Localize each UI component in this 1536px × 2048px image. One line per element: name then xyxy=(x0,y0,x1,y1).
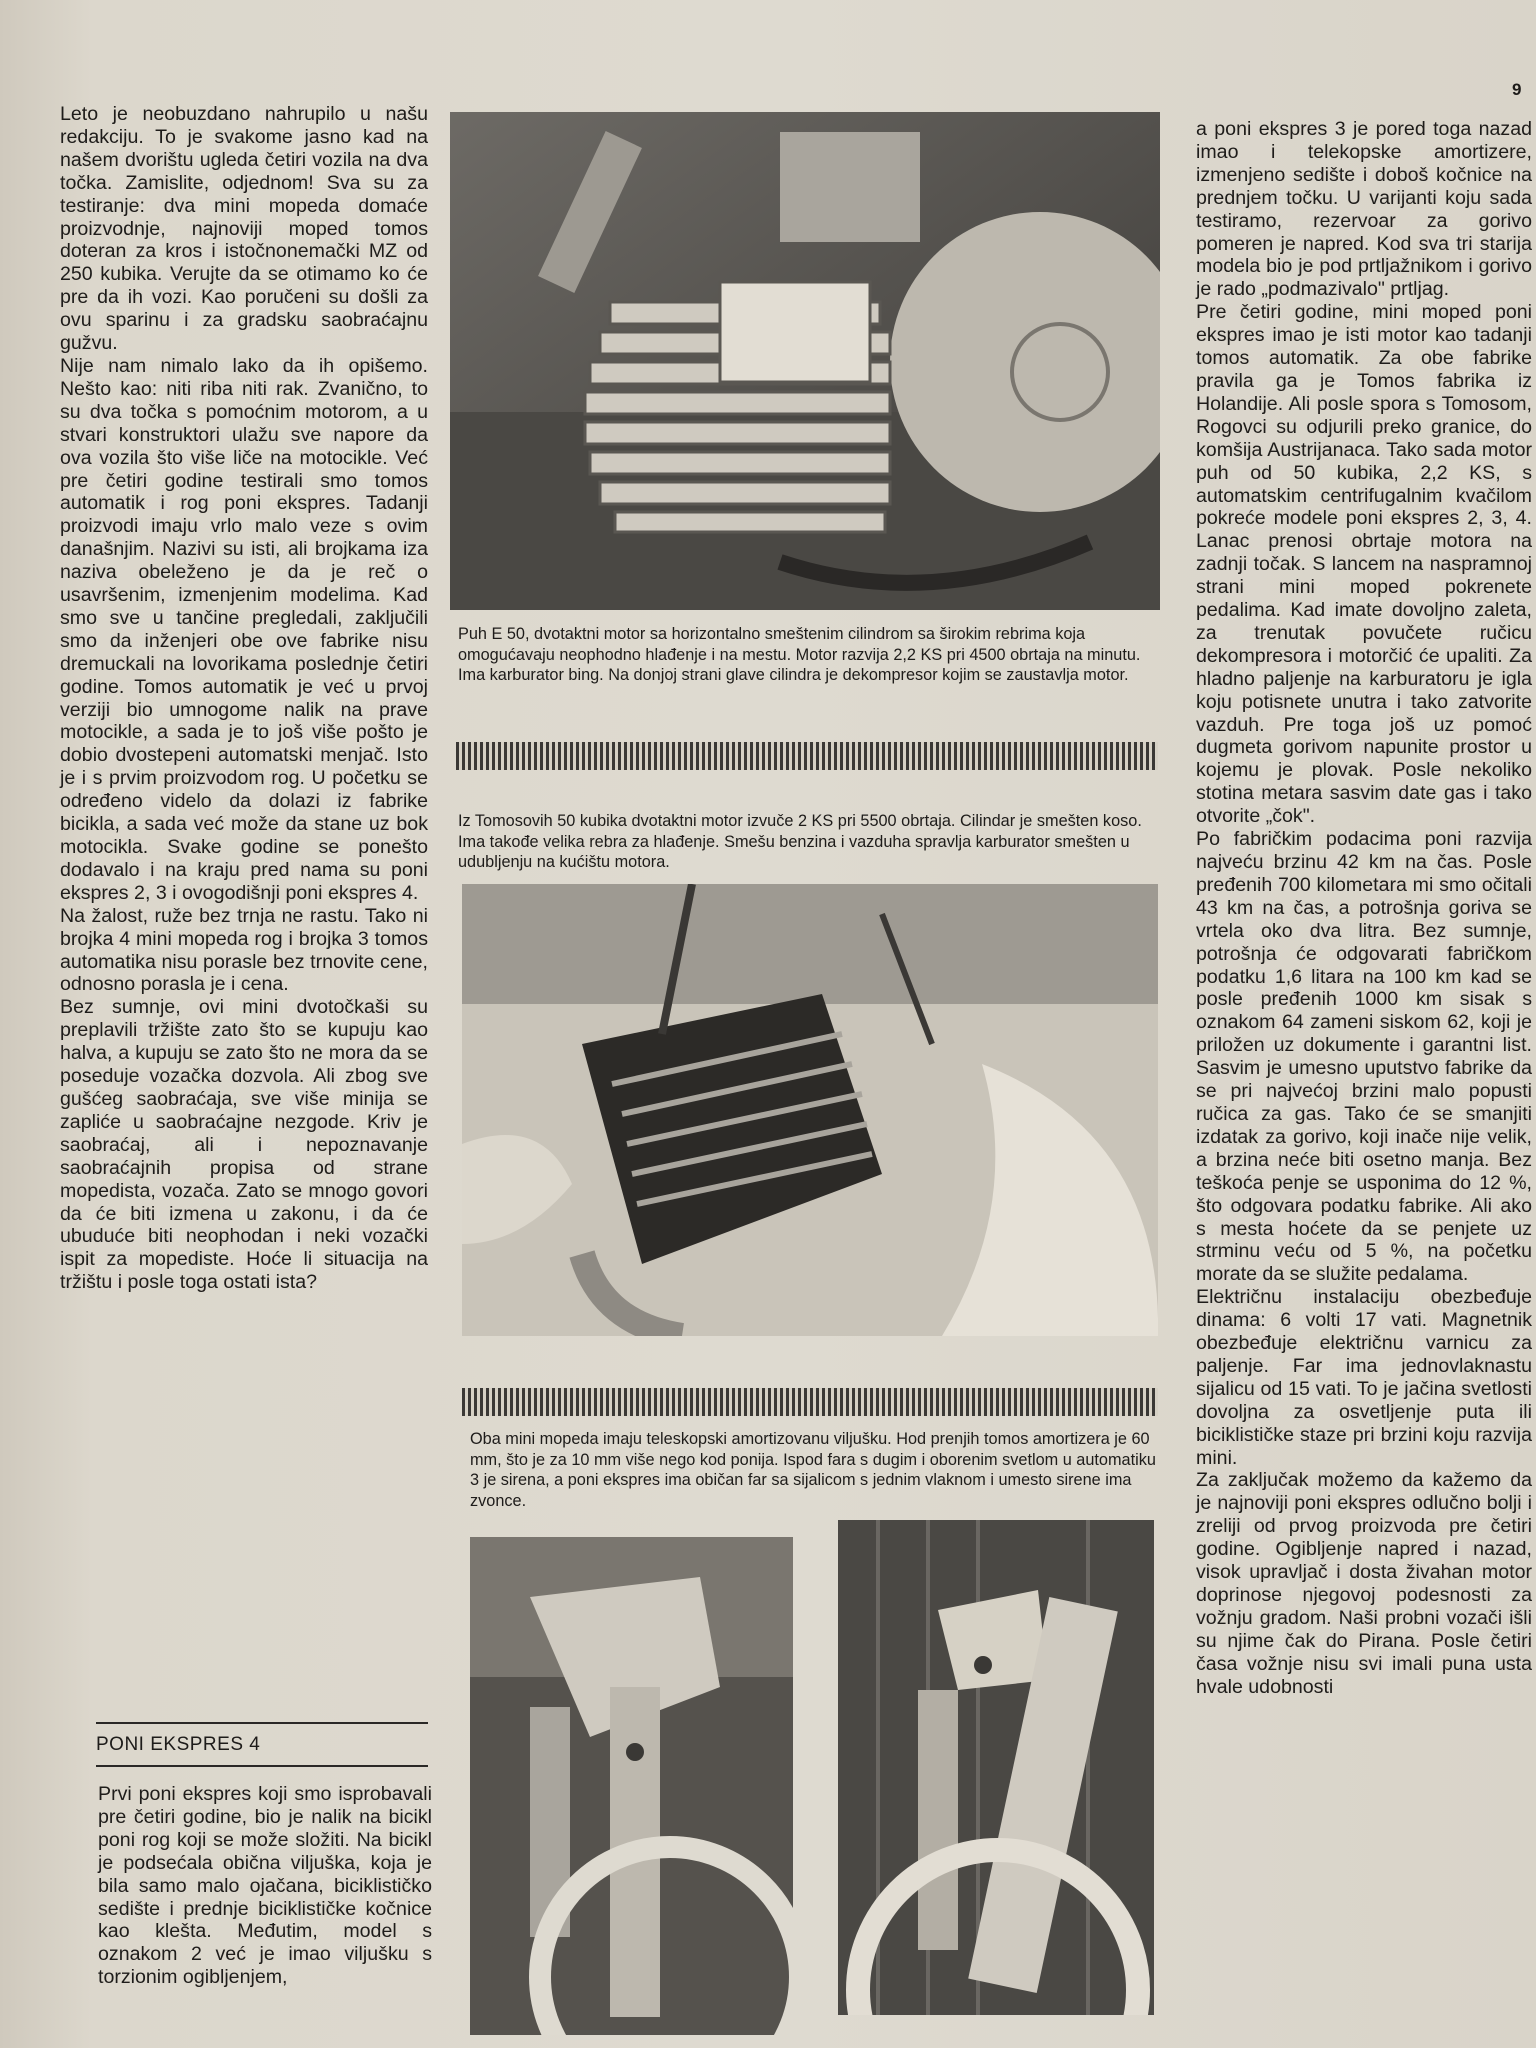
paragraph: Električnu instalaciju obezbeđuje dinama: 6 volti 17 vati. Magnetnik obezbeđuje električnu varnicu za paljenje. Far ima jednovlaknastu sijalicu od 15 vati. To je jačina svetlosti dovoljna za osvetljenje puta ili biciklističke staze pri brzini koju razvija mini. xyxy=(1196,1286,1532,1469)
photo-puh-engine xyxy=(450,112,1160,610)
paragraph: a poni ekspres 3 je pored toga nazad imao i telekopske amortizere, izmenjeno sedište i doboš kočnice na prednjem točku. U varijanti koju sada testiramo, rezervoar za gorivo pomeren je napred. Kod sva tri starija modela bio je pod prtljažnikom i gorivo je rado „podmazivalo" prtljag. xyxy=(1196,118,1532,301)
photo-tomos-engine xyxy=(462,884,1158,1336)
halftone-band xyxy=(456,742,1158,770)
photo-caption: Puh E 50, dvotaktni motor sa horizontalno smeštenim cilindrom sa širokim rebrima koja omogućavaju neophodno hlađenje i na mestu. Motor razvija 2,2 KS pri 4500 obrtaja na minutu. Ima karburator bing. Na donjoj strani glave cilindra je dekompresor kojim se zaustavlja motor. xyxy=(458,625,1141,684)
paragraph: Leto je neobuzdano nahrupilo u našu redakciju. To je svakome jasno kad na našem dvorištu ugleda četiri vozila na dva točka. Zamislite, odjednom! Sva su za testiranje: dva mini mopeda domaće proizvodnje, najnoviji moped tomos doteran za kros i istočnonemački MZ od 250 kubika. Verujte da se otimamo ko će pre da ih vozi. Kao poručeni su došli za ovu sparinu i za gradsku saobraćajnu gužvu. xyxy=(60,103,428,355)
article-right-column xyxy=(1196,118,1532,1699)
paragraph: Prvi poni ekspres koji smo isprobavali pre četiri godine, bio je nalik na bicikl poni rog koji se može složiti. Na bicikl je podsećala obična viljuška, koja je bila samo malo ojačana, biciklističko sedište i prednje biciklističke kočnice kao klešta. Međutim, model s oznakom 2 već je imao viljušku s torzionim ogibljenjem, xyxy=(98,1783,432,1989)
paragraph: Bez sumnje, ovi mini dvotočkaši su preplavili tržište zato što se kupuju kao halva, a kupuju se zato što ne mora da se poseduje vozačka dozvola. Ali zbog sve gušćeg saobraćaja, sve više minija se zapliće u saobraćajne nezgode. Kriv je saobraćaj, ali i nepoznavanje saobraćajnih propisa od strane mopedista, vozača. Zato se mnogo govori da će biti izmena u zakonu, i da će ubuduće biti neophodan i neki vozački ispit za mopediste. Hoće li situacija na tržištu i posle toga ostati ista? xyxy=(60,996,428,1294)
halftone-band xyxy=(462,1388,1158,1416)
photo-caption: Iz Tomosovih 50 kubika dvotaktni motor izvuče 2 KS pri 5500 obrtaja. Cilindar je smešten koso. Ima takođe velika rebra za hlađenje. Smešu benzina i vazduha spravlja karburator smešten u udubljenju na kućištu motora. xyxy=(458,812,1142,871)
article-left-column xyxy=(60,103,428,1294)
article-left-column-continued xyxy=(98,1783,432,1989)
section-subheading: PONI EKSPRES 4 xyxy=(96,1734,261,1755)
divider xyxy=(96,1722,428,1724)
photo-caption: Oba mini mopeda imaju teleskopski amortizovanu viljušku. Hod prenjih tomos amortizera je 60 mm, što je za 10 mm više nego kod ponija. Ispod fara s dugim i oborenim svetlom u automatiku 3 je sirena, a poni ekspres ima običan far sa sijalicom s jednim vlaknom i umesto sirene ima zvonce. xyxy=(470,1430,1156,1510)
photo-front-fork-right xyxy=(838,1520,1154,2015)
paragraph: Na žalost, ruže bez trnja ne rastu. Tako ni brojka 4 mini mopeda rog i brojka 3 tomos automatika nisu porasle bez trnovite cene, odnosno porasla je i cena. xyxy=(60,904,428,996)
divider xyxy=(96,1765,428,1767)
photo-front-fork-left xyxy=(470,1537,793,2035)
paragraph: Pre četiri godine, mini moped poni ekspres imao je isti motor kao tadanji tomos automatik. Za obe fabrike pravila ga je Tomos fabrika iz Holandije. Ali posle spora s Tomosom, Rogovci su odjurili preko granice, do komšija Austrijanaca. Tako sada motor puh od 50 kubika, 2,2 KS, s automatskim centrifugalnim kvačilom pokreće modele poni ekspres 2, 3, 4. Lanac prenosi obrtaje motora na zadnji točak. S lancem na naspramnoj strani mini moped pokrenete pedalima. Kad imate dovoljno zaleta, za trenutak povučete ručicu dekompresora i motorčić će upaliti. Za hladno paljenje na karburatoru je igla koju potisnete unutra i tako zatvorite vazduh. Pre toga još uz pomoć dugmeta gorivom napunite prostor u kojemu je plovak. Posle nekoliko stotina metara sasvim date gas i tako otvorite „čok". xyxy=(1196,301,1532,828)
paragraph: Po fabričkim podacima poni razvija najveću brzinu 42 km na čas. Posle pređenih 700 kilometara mi smo očitali 43 km na čas, a potrošnja goriva se vrtela oko dva litra. Bez sumnje, potrošnja će odgovarati fabričkom podatku 1,6 litara na 100 km kad se posle pređenih 1000 km sisak s oznakom 64 zameni siskom 62, koji je priložen uz dokumente i garantni list. Sasvim je umesno uputstvo fabrike da se pri najvećoj brzini malo popusti ručica za gas. Tako će se smanjiti izdatak za gorivo, koji inače nije velik, a brzina neće biti osetno manja. Bez teškoća penje se usponima do 12 %, što odgovara podatku fabrike. Ali ako s mesta hoćete da se penjete uz strminu veću od 5 %, na početku morate da se služite pedalama. xyxy=(1196,828,1532,1286)
paragraph: Nije nam nimalo lako da ih opišemo. Nešto kao: niti riba niti rak. Zvanično, to su dva točka s pomoćnim motorom, a u stvari konstruktori ulažu sve napore da ova vozila što više liče na motocikle. Već pre četiri godine testirali smo tomos automatik i rog poni ekspres. Tadanji proizvodi imaju vrlo malo veze s ovim današnjim. Nazivi su isti, ali brojkama iza naziva obeleženo je da je reč o usavršenim, izmenjenim modelima. Kad smo sve u tančine pregledali, zaključili smo da inženjeri obe ove fabrike nisu dremuckali na lovorikama poslednje četiri godine. Tomos automatik je već u prvoj verziji bio umnogome nalik na prave motocikle, a sada je to još više pošto je dobio dvostepeni automatski menjač. Isto je i s prvim proizvodom rog. U početku se određeno videlo da dolazi iz fabrike bicikla, a sada već može da stane uz bok motocikla. Svake godine se ponešto dodavalo i na kraju pred nama su poni ekspres 2, 3 i ovogodišnji poni ekspres 4. xyxy=(60,354,428,904)
page-number: 9 xyxy=(1512,80,1522,99)
paragraph: Za zaključak možemo da kažemo da je najnoviji poni ekspres odlučno bolji i zreliji od prvog proizvoda pre četiri godine. Ogibljenje napred i nazad, visok upravljač i dosta živahan motor doprinose njegovoj podesnosti za vožnju gradom. Naši probni vozači išli su njime čak do Pirana. Posle četiri časa vožnje nisu svi imali puna usta hvale udobnosti xyxy=(1196,1469,1532,1698)
